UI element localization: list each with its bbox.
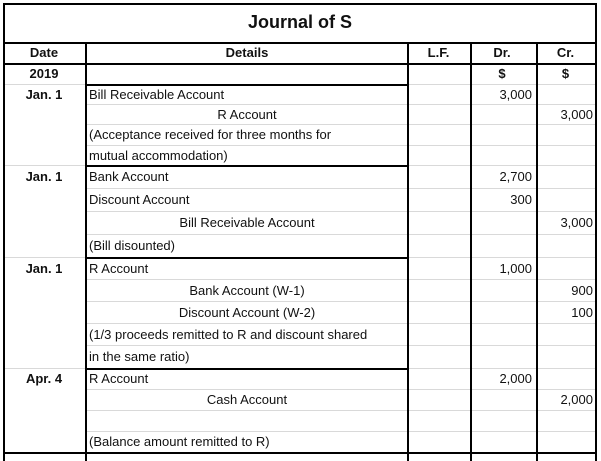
- narration-text: (Bill disounted): [89, 238, 175, 253]
- gridline: [409, 84, 595, 85]
- table-border-left: [3, 3, 5, 461]
- dr-amount: 300: [510, 192, 532, 207]
- detail-text: Discount Account (W-2): [178, 304, 316, 320]
- blank-row: [89, 410, 405, 431]
- year-label: 2019: [29, 66, 59, 81]
- gridline: [87, 301, 595, 302]
- gridline: [87, 124, 595, 125]
- gridline: [5, 257, 85, 258]
- entry-date: Jan. 1: [25, 260, 63, 276]
- gridline: [87, 410, 595, 411]
- bottom-divider: [3, 452, 597, 454]
- gridline: [87, 389, 595, 390]
- detail-text: Bill Receivable Account: [179, 215, 315, 230]
- dr-currency-symbol: $: [498, 66, 506, 81]
- entry-date: Apr. 4: [25, 371, 63, 386]
- cr-amount: 100: [571, 304, 593, 320]
- table-border-top: [3, 3, 597, 5]
- gridline: [87, 279, 595, 280]
- entry-border: [85, 257, 409, 259]
- cr-currency-symbol: $: [561, 66, 570, 81]
- narration-text: (1/3 proceeds remitted to R and discount shared: [89, 326, 368, 342]
- detail-text: Cash Account: [206, 392, 288, 407]
- cr-amount: 2,000: [560, 392, 593, 407]
- header-date: Date: [29, 45, 59, 60]
- detail-text: R Account: [217, 106, 277, 122]
- entry-border: [85, 165, 409, 167]
- dr-amount: 2,700: [499, 169, 532, 184]
- gridline: [87, 188, 595, 189]
- header-lf: L.F.: [427, 45, 450, 60]
- column-border-lf: [470, 42, 472, 461]
- detail-text: Bill Receivable Account: [89, 86, 225, 102]
- detail-text: Bank Account: [89, 169, 169, 184]
- gridline: [87, 104, 595, 105]
- header-dr: Dr.: [493, 45, 511, 60]
- gridline: [409, 368, 595, 369]
- entry-date: Jan. 1: [25, 86, 63, 102]
- dr-amount: 1,000: [499, 260, 532, 276]
- narration-text: mutual accommodation): [89, 147, 228, 163]
- entry-date: Jan. 1: [25, 169, 63, 184]
- title-divider: [3, 42, 597, 44]
- gridline: [409, 165, 595, 166]
- gridline: [87, 323, 595, 324]
- header-cr: Cr.: [556, 45, 575, 60]
- cr-amount: 3,000: [560, 215, 593, 230]
- table-border-right: [595, 3, 597, 461]
- detail-text: Bank Account (W-1): [189, 282, 305, 298]
- narration-text: in the same ratio): [89, 349, 190, 364]
- detail-text: Discount Account: [89, 192, 190, 207]
- cr-amount: 900: [571, 282, 593, 298]
- column-border-dr: [536, 42, 538, 461]
- header-divider: [3, 63, 597, 65]
- cr-amount: 3,000: [560, 106, 593, 122]
- dr-amount: 2,000: [499, 371, 532, 386]
- gridline: [87, 145, 595, 146]
- narration-text: (Acceptance received for three months for: [89, 127, 332, 142]
- entry-border: [85, 368, 409, 370]
- column-border-date: [85, 42, 87, 461]
- gridline: [5, 84, 85, 85]
- gridline: [87, 431, 595, 432]
- page-title: Journal of S: [247, 12, 352, 32]
- dr-amount: 3,000: [499, 86, 532, 102]
- column-border-details: [407, 42, 409, 461]
- narration-text: (Balance amount remitted to R): [89, 434, 270, 449]
- gridline: [409, 257, 595, 258]
- gridline: [87, 211, 595, 212]
- detail-text: R Account: [89, 260, 149, 276]
- header-details: Details: [225, 45, 269, 60]
- gridline: [87, 345, 595, 346]
- entry-border: [85, 84, 409, 86]
- gridline: [87, 234, 595, 235]
- detail-text: R Account: [89, 371, 149, 386]
- gridline: [5, 165, 85, 166]
- gridline: [5, 368, 85, 369]
